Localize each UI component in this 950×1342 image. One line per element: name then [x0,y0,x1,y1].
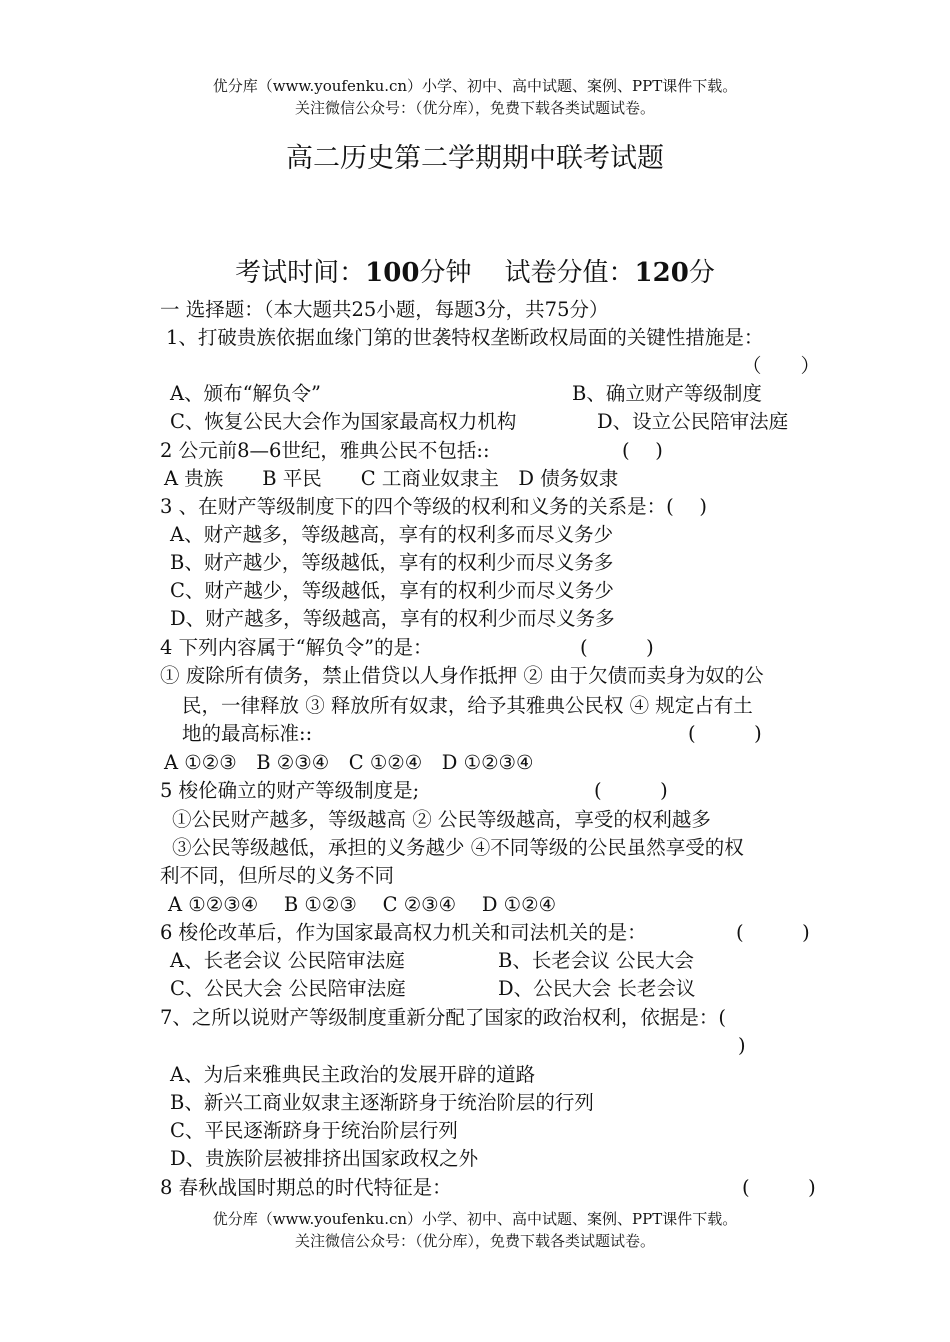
question-6-blank: ( ) [736,921,810,944]
question-1-option-d: D、设立公民陪审法庭 [597,410,789,433]
question-5: 5 梭伦确立的财产等级制度是; [160,779,420,802]
question-4-line-3: 地的最高标准:: [182,722,313,745]
time-value: 100 [365,258,420,288]
question-8-blank: ( ) [742,1176,816,1199]
question-5-options: A ①②③④ B ①②③ C ②③④ D ①②④ [168,893,557,916]
question-4-line-2: 民，一律释放 ③ 释放所有奴隶，给予其雅典公民权 ④ 规定占有土 [182,694,753,717]
question-4: 4 下列内容属于“解负令”的是： [160,636,433,659]
question-4-options: A ①②③ B ②③④ C ①②④ D ①②③④ [164,751,534,774]
question-3-option-c: C、财产越少，等级越低，享有的权利少而尽义务少 [170,579,614,602]
question-7-option-d: D、贵族阶层被排挤出国家政权之外 [170,1147,479,1170]
score-label: 试卷分值： [504,258,635,288]
footer-line-1: 优分库（www.youfenku.cn）小学、初中、高中试题、案例、PPT课件下载。 [212,1210,738,1228]
question-7-option-b: B、新兴工商业奴隶主逐渐跻身于统治阶层的行列 [170,1091,594,1114]
page-title: 高二历史第二学期期中联考试题 [286,143,664,174]
question-6-option-a: A、长老会议 公民陪审法庭 [170,949,405,972]
question-1-option-b: B、确立财产等级制度 [572,382,762,405]
time-unit: 分钟 [419,258,472,288]
question-7-option-a: A、为后来雅典民主政治的发展开辟的道路 [170,1063,536,1086]
question-6-option-b: B、长老会议 公民大会 [498,949,695,972]
question-5-line-1: ①公民财产越多，等级越高 ② 公民等级越高，享受的权利越多 [172,808,711,831]
header-line-2: 关注微信公众号：（优分库），免费下载各类试题试卷。 [294,99,655,117]
question-3-option-b: B、财产越少，等级越低，享有的权利少而尽义务多 [170,551,614,574]
question-5-line-2: ③公民等级越低，承担的义务越少 ④不同等级的公民虽然享受的权 [172,836,744,859]
question-4-blank: ( ) [580,636,654,659]
question-6-option-d: D、公民大会 长老会议 [498,977,696,1000]
score-value: 120 [634,258,689,288]
question-3: 3 、在财产等级制度下的四个等级的权利和义务的关系是：( ) [160,495,708,518]
question-5-line-3: 利不同，但所尽的义务不同 [160,864,395,887]
question-1: 1、打破贵族依据血缘门第的世袭特权垄断政权局面的关键性措施是： [166,326,764,349]
question-6-option-c: C、公民大会 公民陪审法庭 [170,977,406,1000]
question-1-blank: （ ） [742,354,821,377]
time-label: 考试时间： [235,258,366,288]
exam-meta [0,252,950,289]
question-4-line-1: ① 废除所有债务，禁止借贷以人身作抵押 ② 由于欠债而卖身为奴的公 [160,664,764,687]
score-unit: 分 [688,258,715,288]
question-2-blank: ( ) [622,439,663,462]
question-7: 7、之所以说财产等级制度重新分配了国家的政治权利，依据是：( [160,1006,727,1029]
footer-line-2: 关注微信公众号：（优分库），免费下载各类试题试卷。 [294,1232,655,1250]
question-3-option-d: D、财产越多，等级越高，享有的权利少而尽义务多 [170,607,615,630]
question-5-blank: ( ) [594,779,668,802]
question-3-option-a: A、财产越多，等级越高，享有的权利多而尽义务少 [170,523,614,546]
header-line-1: 优分库（www.youfenku.cn）小学、初中、高中试题、案例、PPT课件下载。 [212,77,738,95]
question-7-option-c: C、平民逐渐跻身于统治阶层行列 [170,1119,458,1142]
section-heading: 一 选择题：（本大题共25小题，每题3分，共75分） [160,298,609,321]
question-6: 6 梭伦改革后，作为国家最高权力机关和司法机关的是： [160,921,647,944]
question-4-blank-2: ( ) [688,722,762,745]
question-7-close: ) [738,1034,746,1057]
question-8: 8 春秋战国时期总的时代特征是： [160,1176,452,1199]
question-1-option-c: C、恢复公民大会作为国家最高权力机构 [170,410,517,433]
question-2-options: A 贵族 B 平民 C 工商业奴隶主 D 债务奴隶 [164,467,619,490]
question-1-option-a: A、颁布“解负令” [170,382,322,405]
question-2: 2 公元前8—6世纪，雅典公民不包括:: [160,439,490,462]
